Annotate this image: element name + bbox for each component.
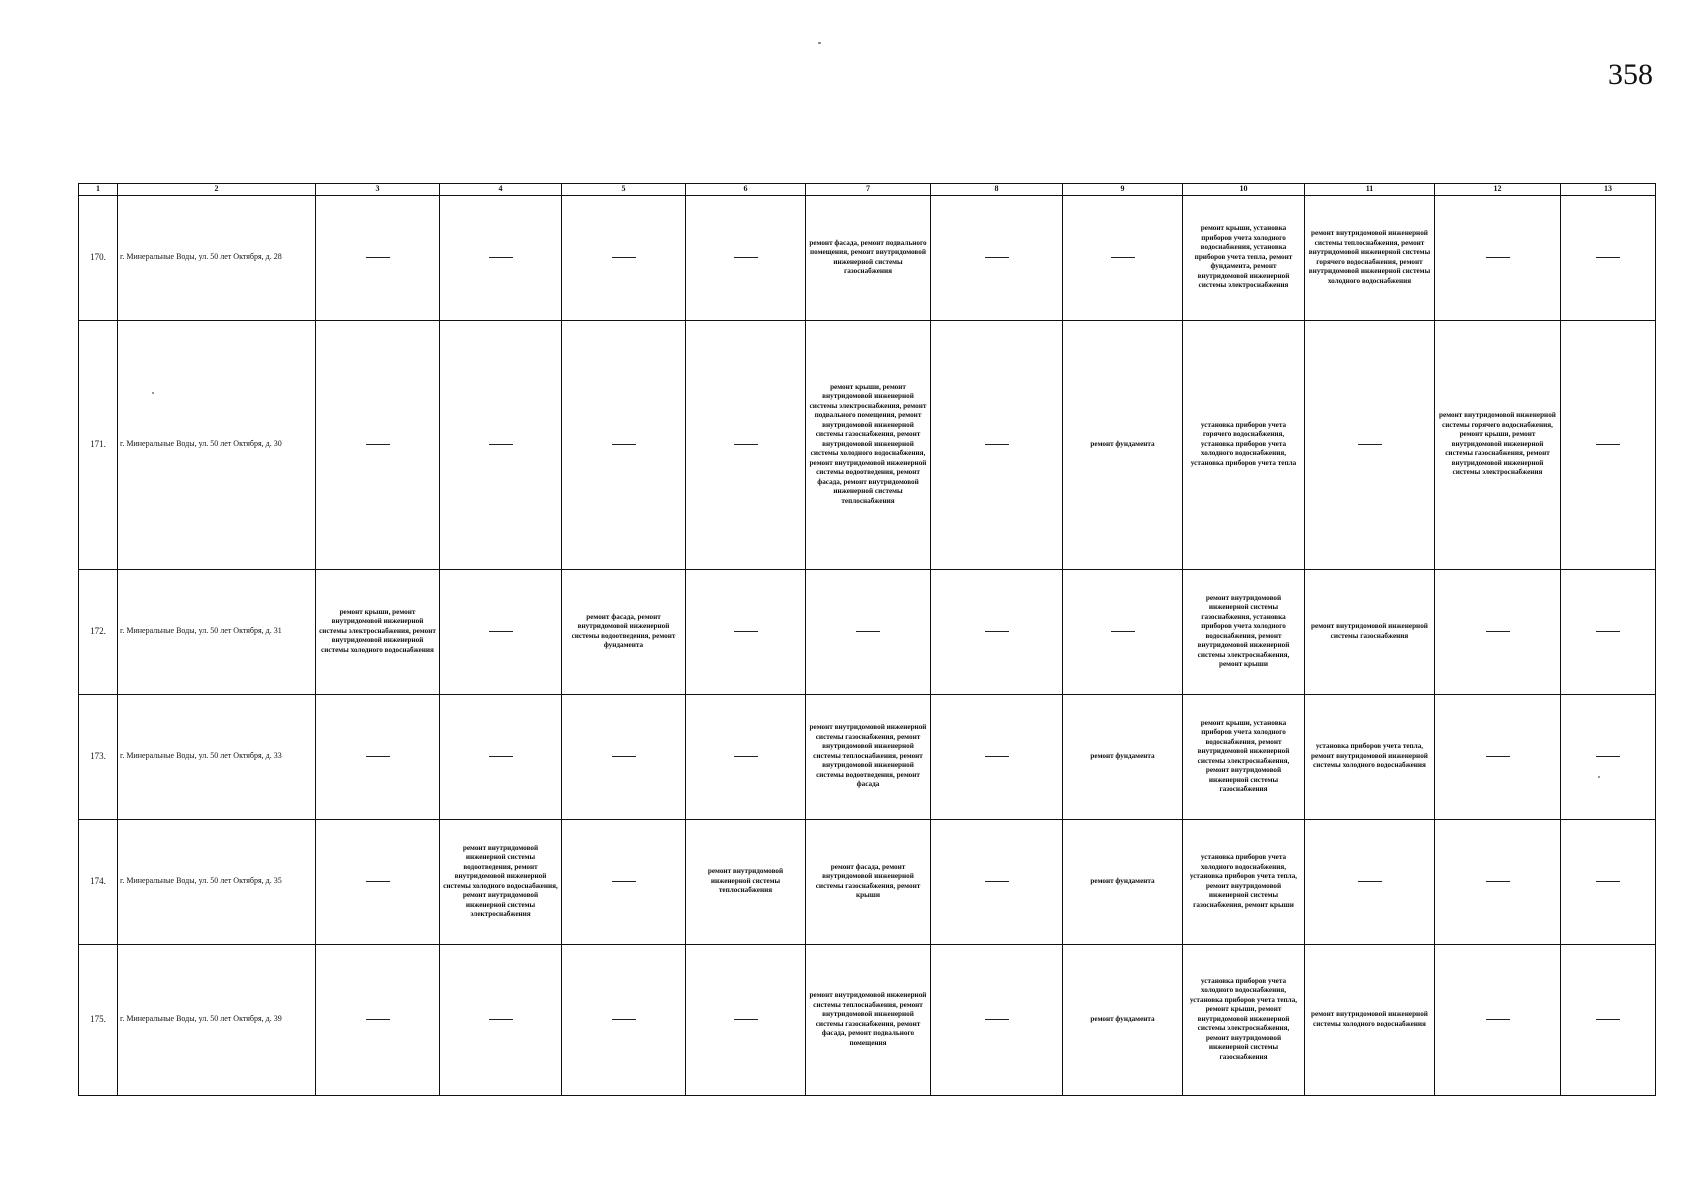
dash-mark: [1486, 257, 1510, 258]
empty-cell: [440, 944, 562, 1095]
row-number: 172.: [79, 569, 118, 694]
work-cell: ремонт крыши, установка приборов учета холодного водоснабжения, ремонт внутридомовой инженерной системы электроснабжения, ремонт внутридомовой инженерной системы газоснабжения: [1183, 694, 1305, 819]
empty-cell: [686, 944, 806, 1095]
empty-cell: [931, 944, 1063, 1095]
dash-mark: [734, 444, 758, 445]
address-cell: г. Минеральные Воды, ул. 50 лет Октября, д. 31: [118, 569, 316, 694]
work-cell: ремонт фасада, ремонт внутридомовой инженерной системы газоснабжения, ремонт крыши: [806, 819, 931, 944]
empty-cell: [931, 819, 1063, 944]
dash-mark: [985, 1019, 1009, 1020]
empty-cell: [440, 569, 562, 694]
empty-cell: [686, 320, 806, 569]
work-cell: ремонт внутридомовой инженерной системы водоотведения, ремонт внутридомовой инженерной системы холодного водоснабжения, ремонт внутридомовой инженерной системы электроснабжения: [440, 819, 562, 944]
table-body: [79, 195, 1656, 1095]
empty-cell: [562, 819, 686, 944]
empty-cell: [562, 694, 686, 819]
dash-mark: [734, 257, 758, 258]
dash-mark: [1596, 881, 1620, 882]
column-header: 6: [686, 184, 806, 196]
dash-mark: [612, 257, 636, 258]
dash-mark: [489, 444, 513, 445]
work-cell: ремонт крыши, ремонт внутридомовой инженерной системы электроснабжения, ремонт подвального помещения, ремонт внутридомовой инженерной системы газоснабжения, ремонт внутридомовой инженерной системы холодного водоснабжения, ремонт внутридомовой инженерной системы водоотведения, ремонт фасада, ремонт внутридомовой инженерной системы теплоснабжения: [806, 320, 931, 569]
empty-cell: [562, 195, 686, 320]
dash-mark: [612, 881, 636, 882]
empty-cell: [1435, 819, 1561, 944]
column-header: 7: [806, 184, 931, 196]
dash-mark: [1486, 631, 1510, 632]
column-header: 13: [1561, 184, 1656, 196]
dash-mark: [489, 1019, 513, 1020]
dash-mark: [985, 756, 1009, 757]
column-header: 5: [562, 184, 686, 196]
work-cell: ремонт внутридомовой инженерной системы газоснабжения, установка приборов учета холодного водоснабжения, ремонт внутридомовой инженерной системы электроснабжения, ремонт крыши: [1183, 569, 1305, 694]
work-cell: ремонт внутридомовой инженерной системы теплоснабжения, ремонт внутридомовой инженерной системы газоснабжения, ремонт фасада, ремонт подвального помещения: [806, 944, 931, 1095]
dash-mark: [612, 1019, 636, 1020]
empty-cell: [1561, 819, 1656, 944]
row-number: 171.: [79, 320, 118, 569]
dash-mark: [985, 881, 1009, 882]
column-header: 12: [1435, 184, 1561, 196]
empty-cell: [686, 569, 806, 694]
row-number: 175.: [79, 944, 118, 1095]
table-row: [79, 195, 1656, 320]
dash-mark: [1596, 631, 1620, 632]
dash-mark: [489, 257, 513, 258]
dash-mark: [734, 1019, 758, 1020]
empty-cell: [562, 944, 686, 1095]
empty-cell: [440, 320, 562, 569]
work-cell: ремонт фундамента: [1063, 819, 1183, 944]
dash-mark: [1596, 1019, 1620, 1020]
dash-mark: [489, 631, 513, 632]
work-cell: ремонт крыши, ремонт внутридомовой инженерной системы электроснабжения, ремонт внутридомовой инженерной системы холодного водоснабжения: [316, 569, 440, 694]
dash-mark: [1111, 631, 1135, 632]
work-cell: установка приборов учета горячего водоснабжения, установка приборов учета холодного водоснабжения, установка приборов учета тепла: [1183, 320, 1305, 569]
work-cell: ремонт внутридомовой инженерной системы теплоснабжения: [686, 819, 806, 944]
dash-mark: [366, 881, 390, 882]
work-cell: ремонт фундамента: [1063, 944, 1183, 1095]
dash-mark: [734, 631, 758, 632]
column-header: 4: [440, 184, 562, 196]
address-cell: г. Минеральные Воды, ул. 50 лет Октября, д. 39: [118, 944, 316, 1095]
row-number: 173.: [79, 694, 118, 819]
repair-schedule-table: [78, 183, 1656, 1096]
empty-cell: [440, 694, 562, 819]
dash-mark: [366, 1019, 390, 1020]
work-cell: ремонт крыши, установка приборов учета холодного водоснабжения, установка приборов учета тепла, ремонт фундамента, ремонт внутридомовой инженерной системы электроснабжения: [1183, 195, 1305, 320]
empty-cell: [1305, 819, 1435, 944]
dash-mark: [1358, 444, 1382, 445]
address-cell: г. Минеральные Воды, ул. 50 лет Октября, д. 33: [118, 694, 316, 819]
work-cell: ремонт внутридомовой инженерной системы холодного водоснабжения: [1305, 944, 1435, 1095]
column-header: 1: [79, 184, 118, 196]
work-cell: ремонт внутридомовой инженерной системы горячего водоснабжения, ремонт крыши, ремонт внутридомовой инженерной системы газоснабжения, ремонт внутридомовой инженерной системы электроснабжения: [1435, 320, 1561, 569]
column-header: 8: [931, 184, 1063, 196]
empty-cell: [1435, 694, 1561, 819]
empty-cell: [440, 195, 562, 320]
empty-cell: [1435, 944, 1561, 1095]
empty-cell: [316, 195, 440, 320]
empty-cell: [1435, 569, 1561, 694]
dash-mark: [734, 756, 758, 757]
dash-mark: [1596, 756, 1620, 757]
column-header: 10: [1183, 184, 1305, 196]
column-number-row: [79, 184, 1656, 196]
dash-mark: [1358, 881, 1382, 882]
empty-cell: [316, 320, 440, 569]
empty-cell: [316, 944, 440, 1095]
empty-cell: [931, 569, 1063, 694]
empty-cell: [931, 320, 1063, 569]
work-cell: ремонт фундамента: [1063, 320, 1183, 569]
empty-cell: [931, 195, 1063, 320]
empty-cell: [1561, 320, 1656, 569]
empty-cell: [316, 819, 440, 944]
address-cell: г. Минеральные Воды, ул. 50 лет Октября, д. 28: [118, 195, 316, 320]
empty-cell: [316, 694, 440, 819]
work-cell: установка приборов учета холодного водоснабжения, установка приборов учета тепла, ремонт крыши, ремонт внутридомовой инженерной системы электроснабжения, ремонт внутридомовой инженерной системы газоснабжения: [1183, 944, 1305, 1095]
empty-cell: [806, 569, 931, 694]
dash-mark: [489, 756, 513, 757]
work-cell: ремонт фасада, ремонт подвального помещения, ремонт внутридомовой инженерной системы газоснабжения: [806, 195, 931, 320]
table-row: [79, 694, 1656, 819]
work-cell: ремонт фундамента: [1063, 694, 1183, 819]
scan-speck: [1598, 776, 1600, 778]
dash-mark: [366, 444, 390, 445]
table-row: [79, 320, 1656, 569]
work-cell: ремонт внутридомовой инженерной системы газоснабжения, ремонт внутридомовой инженерной системы теплоснабжения, ремонт внутридомовой инженерной системы водоотведения, ремонт фасада: [806, 694, 931, 819]
dash-mark: [612, 444, 636, 445]
dash-mark: [856, 631, 880, 632]
empty-cell: [686, 694, 806, 819]
address-cell: г. Минеральные Воды, ул. 50 лет Октября, д. 30: [118, 320, 316, 569]
work-cell: ремонт внутридомовой инженерной системы газоснабжения: [1305, 569, 1435, 694]
dash-mark: [366, 756, 390, 757]
empty-cell: [1435, 195, 1561, 320]
empty-cell: [1063, 195, 1183, 320]
dash-mark: [366, 257, 390, 258]
row-number: 170.: [79, 195, 118, 320]
empty-cell: [931, 694, 1063, 819]
empty-cell: [1561, 569, 1656, 694]
table-row: [79, 944, 1656, 1095]
empty-cell: [1561, 944, 1656, 1095]
dash-mark: [985, 444, 1009, 445]
work-cell: установка приборов учета тепла, ремонт внутридомовой инженерной системы холодного водоснабжения: [1305, 694, 1435, 819]
column-header: 2: [118, 184, 316, 196]
dash-mark: [1486, 881, 1510, 882]
empty-cell: [1063, 569, 1183, 694]
table-row: [79, 569, 1656, 694]
dash-mark: [1486, 756, 1510, 757]
empty-cell: [562, 320, 686, 569]
dash-mark: [612, 756, 636, 757]
column-header: 3: [316, 184, 440, 196]
work-cell: ремонт внутридомовой инженерной системы теплоснабжения, ремонт внутридомовой инженерной системы горячего водоснабжения, ремонт внутридомовой инженерной системы холодного водоснабжения: [1305, 195, 1435, 320]
work-cell: установка приборов учета холодного водоснабжения, установка приборов учета тепла, ремонт внутридомовой инженерной системы газоснабжения, ремонт крыши: [1183, 819, 1305, 944]
scan-speck: [152, 392, 154, 394]
dash-mark: [1111, 257, 1135, 258]
page-number: 358: [1608, 58, 1653, 91]
scan-speck: [818, 42, 821, 44]
dash-mark: [1596, 257, 1620, 258]
row-number: 174.: [79, 819, 118, 944]
empty-cell: [1305, 320, 1435, 569]
empty-cell: [1561, 195, 1656, 320]
empty-cell: [1561, 694, 1656, 819]
column-header: 11: [1305, 184, 1435, 196]
dash-mark: [985, 257, 1009, 258]
address-cell: г. Минеральные Воды, ул. 50 лет Октября, д. 35: [118, 819, 316, 944]
work-cell: ремонт фасада, ремонт внутридомовой инженерной системы водоотведения, ремонт фундамента: [562, 569, 686, 694]
table-row: [79, 819, 1656, 944]
empty-cell: [686, 195, 806, 320]
dash-mark: [1596, 444, 1620, 445]
dash-mark: [985, 631, 1009, 632]
column-header: 9: [1063, 184, 1183, 196]
dash-mark: [1486, 1019, 1510, 1020]
